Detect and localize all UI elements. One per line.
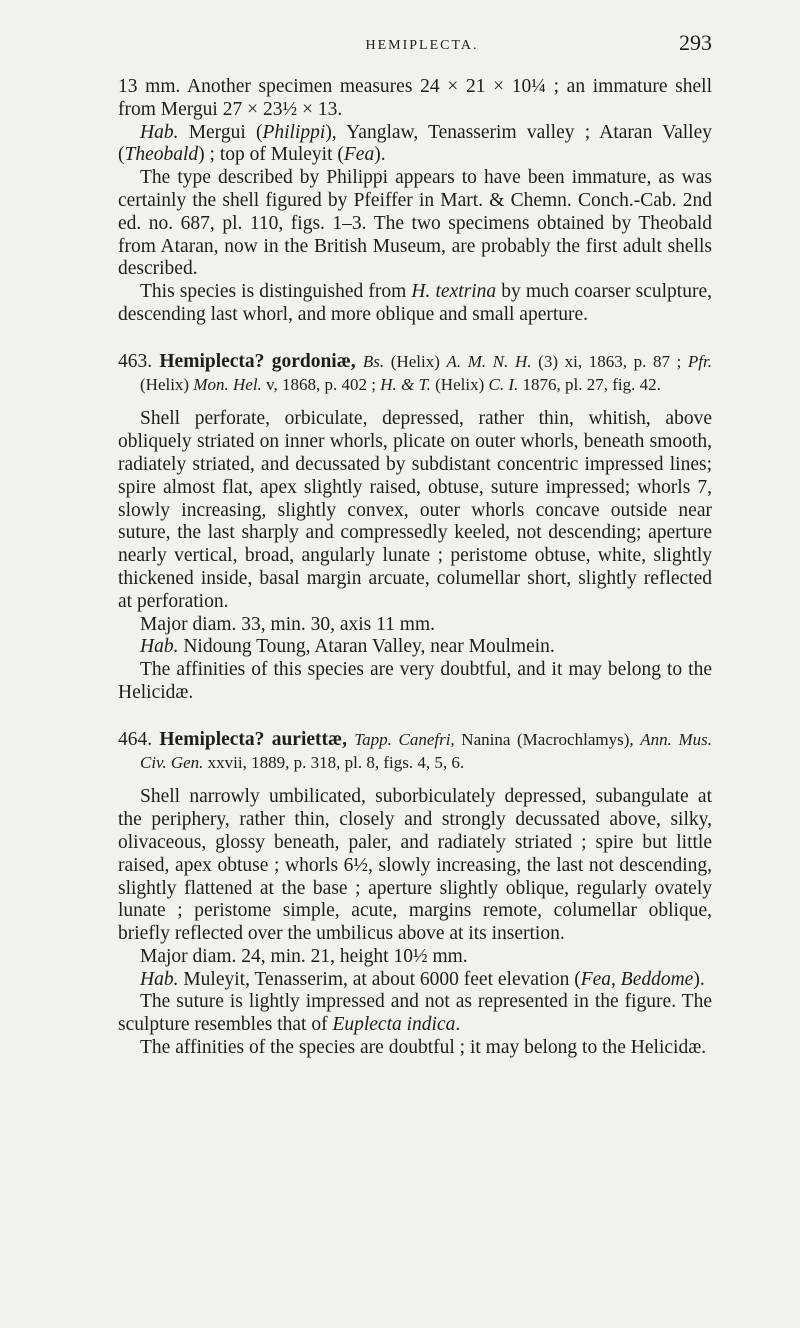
- cite-text: Nanina (Macrochlamys),: [454, 729, 641, 749]
- entry-heading: [118, 351, 712, 397]
- hab-text: ).: [693, 968, 705, 990]
- running-title: HEMIPLECTA.: [365, 38, 479, 53]
- entry-dimensions: Major diam. 24, min. 21, height 10½ mm.: [140, 945, 468, 967]
- intro-habitat: [118, 122, 712, 168]
- entry-dimensions: Major diam. 33, min. 30, axis 11 mm.: [140, 613, 436, 635]
- text: The suture is lightly impressed and not as represented in the figure. The sculpture resembles that of: [118, 991, 712, 1036]
- cite-author: H. & T.: [380, 374, 431, 394]
- hab-text: ).: [374, 144, 386, 166]
- page-number: 293: [679, 30, 712, 55]
- running-head: [118, 0, 712, 60]
- intro-dimensions: 13 mm. Another specimen measures 24 × 21 × 10¼ ; an immature shell from Mergui 27 × 23½ × 13.: [118, 76, 712, 120]
- hab-authority: Theobald: [124, 144, 199, 166]
- cite-text: v, 1868, p. 402 ;: [261, 374, 381, 394]
- genus-name: Hemiplecta?: [159, 350, 265, 372]
- hab-authority: Fea: [343, 144, 375, 166]
- hab-text: Muleyit, Tenasserim, at about 6000 feet elevation (: [178, 968, 581, 990]
- cite-text: xxvii, 1889, p. 318, pl. 8, figs. 4, 5, 6.: [203, 752, 465, 772]
- entry-note: [118, 991, 712, 1037]
- species-ref: Euplecta indica: [332, 1014, 456, 1036]
- cite-journal: Mon. Hel.: [193, 374, 262, 394]
- hab-authority: Philippi: [262, 121, 326, 143]
- hab-text: Nidoung Toung, Ataran Valley, near Moulmein.: [178, 636, 555, 658]
- entry-habitat: [118, 969, 712, 992]
- entry-note: The affinities of this species are very doubtful, and it may belong to the Helicidæ.: [118, 659, 712, 703]
- hab-text: ) ; top of Muleyit (: [198, 144, 344, 166]
- text: by much coarser sculpture, descending last whorl, and more oblique and small aperture.: [118, 281, 712, 325]
- cite-journal: C. I.: [488, 374, 519, 394]
- text: This species is distinguished from: [140, 281, 412, 303]
- cite-author: Bs.: [362, 351, 385, 371]
- genus-name: Hemiplecta?: [159, 728, 265, 750]
- cite-text: (Helix): [384, 351, 447, 371]
- cite-text: (Helix): [430, 374, 489, 394]
- cite-text: (3) xi, 1863, p. 87 ;: [531, 351, 688, 371]
- intro-distinction: [118, 281, 712, 327]
- hab-text: Mergui (: [178, 121, 263, 143]
- intro-type-note: The type described by Philippi appears to have been immature, as was certainly the shell figured by Pfeiffer in Mart. & Chemn. Conch.-Cab. 2nd ed. no. 687, pl. 110, figs. 1–3. The two specimens obtained by Theobald from Ataran, now in the British Museum, are probably the first adult shells described.: [118, 167, 712, 280]
- cite-author: Tapp. Canefri,: [354, 729, 455, 749]
- entry-description: Shell narrowly umbilicated, suborbiculately depressed, subangulate at the periphery, rather thin, closely and strongly decussated above, silky, olivaceous, glossy beneath, paler, and radiately striated ; spire but little raised, apex obtuse ; whorls 6½, slowly increasing, the last not descending, slightly flattened at the base ; aperture slightly oblique, regularly ovately lunate ; peristome simple, acute, margins remote, columellar oblique, briefly reflected over the umbilicus above at its insertion.: [118, 786, 712, 945]
- cite-journal: A. M. N. H.: [446, 351, 532, 371]
- text: .: [455, 1014, 461, 1036]
- entry-note: The affinities of the species are doubtful ; it may belong to the Helicidæ.: [140, 1037, 707, 1059]
- entry-number: 463.: [118, 350, 153, 372]
- hab-label: Hab.: [140, 968, 179, 990]
- cite-journal: Ann. Mus. Civ. Gen.: [140, 729, 713, 772]
- intro-continuation: [118, 76, 712, 327]
- species-name: auriettæ,: [271, 728, 347, 750]
- species-ref: H. textrina: [411, 281, 497, 303]
- entry-habitat: [118, 636, 712, 659]
- hab-text: ), Yanglaw, Tenasserim valley ; Ataran Valley (: [118, 121, 713, 166]
- entry-463: [118, 351, 712, 705]
- entry-description: Shell perforate, orbiculate, depressed, rather thin, whitish, above obliquely striated on inner whorls, plicate on outer whorls, beneath smooth, radiately striated, and decussated by subdistant concentric impressed lines; spire almost flat, apex slightly raised, obtuse, suture impressed; whorls 7, slowly increasing, slightly convex, outer whorls concave outside near suture, the last sharply and compressedly keeled, not descending; aperture nearly vertical, broad, angularly lunate ; peristome obtuse, white, slightly thickened inside, basal margin arcuate, columellar short, slightly reflected at perforation.: [118, 408, 712, 612]
- cite-text: 1876, pl. 27, fig. 42.: [518, 374, 661, 394]
- entry-number: 464.: [118, 728, 153, 750]
- hab-authority: Fea, Beddome: [580, 968, 694, 990]
- hab-label: Hab.: [140, 636, 179, 658]
- cite-author: Pfr.: [687, 351, 713, 371]
- entry-464: [118, 729, 712, 1060]
- hab-label: Hab.: [140, 121, 179, 143]
- entry-heading: [118, 729, 712, 775]
- cite-text: (Helix): [140, 374, 194, 394]
- species-name: gordoniæ,: [271, 350, 356, 372]
